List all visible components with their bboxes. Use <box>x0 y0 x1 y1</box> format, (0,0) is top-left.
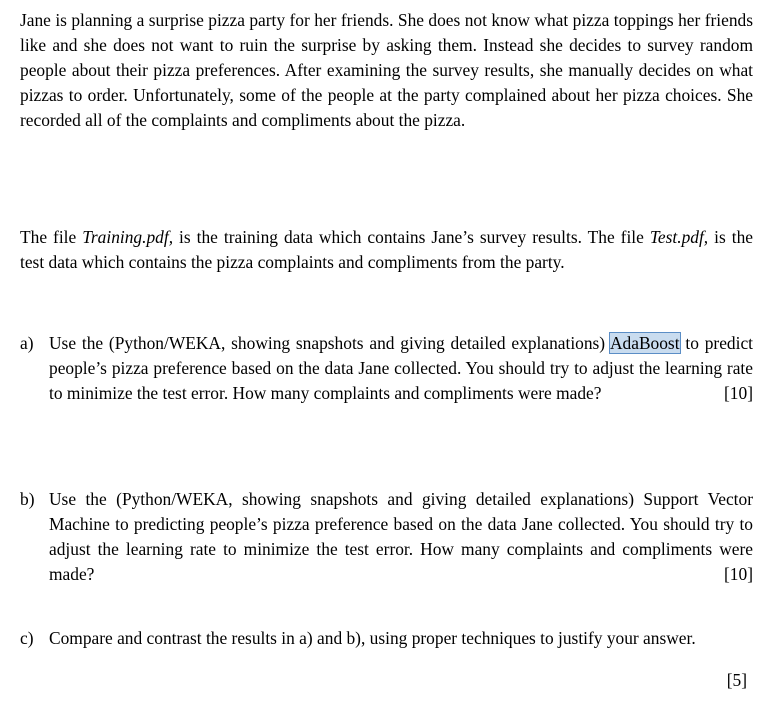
question-a-marker: a) <box>20 333 34 353</box>
question-a-text <box>49 331 753 406</box>
files-text-1: The file <box>20 227 83 247</box>
files-text-3: is the test data which contains the pizza complaints and compliments from the party. <box>20 227 753 272</box>
question-a-post: to predict people’s pizza preference based on the data Jane collected. You should try to adjust the learning rate to minimize the test error. How many complaints and compliments were made? <box>49 333 753 403</box>
question-b-text <box>49 487 753 587</box>
question-b-marker: b) <box>20 489 35 509</box>
question-c-marker: c) <box>20 628 34 648</box>
training-file-name: Training.pdf, <box>82 227 174 247</box>
question-a-pre: Use the (Python/WEKA, showing snapshots and giving detailed explanations) <box>49 333 610 353</box>
question-c-text: Compare and contrast the results in a) and b), using proper techniques to justify your answer. <box>49 628 696 648</box>
test-file-name: Test.pdf, <box>649 227 709 247</box>
adaboost-highlight: AdaBoost <box>609 333 680 353</box>
files-text-2: is the training data which contains Jane’s survey results. The file <box>173 227 650 247</box>
question-c-marks: [5] <box>726 670 747 690</box>
question-a-marks: [10] <box>724 383 753 403</box>
question-b <box>20 487 753 587</box>
question-c <box>20 626 753 651</box>
files-paragraph <box>20 225 753 275</box>
intro-paragraph: Jane is planning a surprise pizza party for her friends. She does not know what pizza toppings her friends like and she does not want to ruin the surprise by asking them. Instead she decides to survey random people about their pizza preferences. After examining the survey results, she manually decides on what pizzas to order. Unfortunately, some of the people at the party complained about her pizza choices. She recorded all of the complaints and compliments about the pizza. <box>20 10 753 130</box>
question-a <box>20 331 753 406</box>
question-b-marks: [10] <box>724 564 753 584</box>
question-b-body: Use the (Python/WEKA, showing snapshots and giving detailed explanations) Support Vector Machine to predicting people’s pizza preference based on the data Jane collected. You should try to adjust the learning rate to minimize the test error. How many complaints and compliments were made? <box>49 489 753 584</box>
